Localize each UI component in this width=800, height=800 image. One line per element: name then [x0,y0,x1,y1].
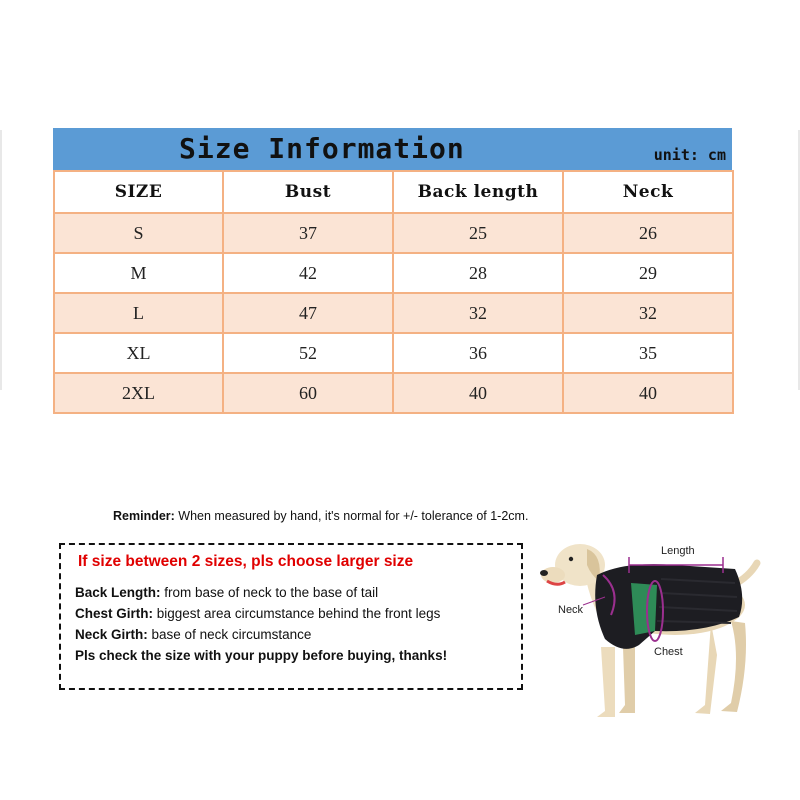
cell-back-length: 36 [393,333,563,373]
table-row [54,373,733,413]
cell-neck: 32 [563,293,733,333]
size-chart [53,128,732,414]
cell-bust: 42 [223,253,393,293]
cell-back-length: 32 [393,293,563,333]
cell-size: XL [54,333,223,373]
cell-neck: 40 [563,373,733,413]
reminder-note [113,509,528,523]
header-size: SIZE [54,171,223,213]
table-row [54,333,733,373]
unit-label: unit: cm [653,146,726,164]
header-back-length: Back length [393,171,563,213]
length-label: Length [661,545,695,557]
note-text: from base of neck to the base of tail [160,585,379,600]
table-row [54,253,733,293]
cell-bust: 52 [223,333,393,373]
chart-title: Size Information [179,132,465,165]
cell-size: S [54,213,223,253]
header-neck: Neck [563,171,733,213]
table-row [54,213,733,253]
note-key: Back Length: [75,585,161,600]
reminder-label: Reminder: [113,509,175,523]
cell-size: 2XL [54,373,223,413]
cell-size: L [54,293,223,333]
cell-bust: 47 [223,293,393,333]
cell-bust: 37 [223,213,393,253]
cell-neck: 26 [563,213,733,253]
note-text: biggest area circumstance behind the front legs [153,606,441,621]
neck-label: Neck [558,604,584,616]
measurement-notes-box [59,543,523,690]
note-text: base of neck circumstance [147,627,312,642]
note-back-length [75,585,378,600]
title-bar [53,128,732,170]
note-key: Neck Girth: [75,627,148,642]
note-chest-girth [75,606,440,621]
cell-back-length: 28 [393,253,563,293]
reminder-text: When measured by hand, it's normal for +/- tolerance of 1-2cm. [174,509,529,523]
note-neck-girth [75,627,311,642]
dog-in-vest-image [535,535,775,725]
size-table [53,170,734,414]
header-row [54,171,733,213]
note-check-size: Pls check the size with your puppy before buying, thanks! [75,648,448,663]
note-key: Chest Girth: [75,606,154,621]
cell-size: M [54,253,223,293]
table-row [54,293,733,333]
page-edge-left [0,130,2,390]
cell-back-length: 40 [393,373,563,413]
cell-back-length: 25 [393,213,563,253]
chest-label: Chest [654,646,683,658]
cell-neck: 35 [563,333,733,373]
size-warning: If size between 2 sizes, pls choose larger size [78,553,414,570]
cell-bust: 60 [223,373,393,413]
dog-measurement-illustration [535,535,775,725]
cell-neck: 29 [563,253,733,293]
header-bust: Bust [223,171,393,213]
